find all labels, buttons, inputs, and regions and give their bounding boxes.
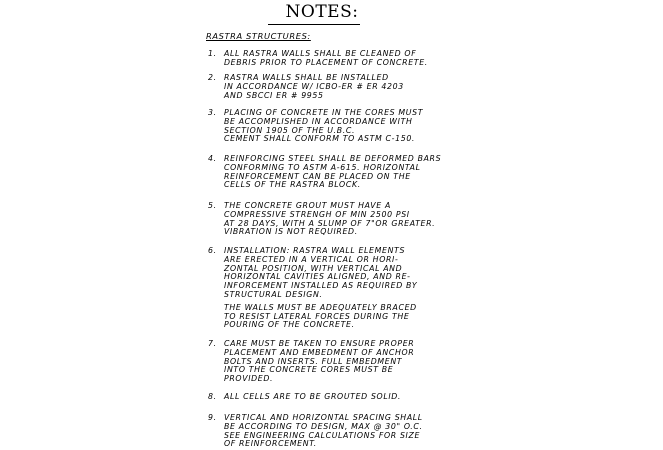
note-body (224, 340, 468, 384)
note-line: AT 28 DAYS, WITH A SLUMP OF 7"OR GREATER. (224, 218, 436, 228)
note-line: BE ACCOMPLISHED IN ACCORDANCE WITH (224, 116, 413, 126)
note-paragraph (224, 109, 468, 144)
note-line: DEBRIS PRIOR TO PLACEMENT OF CONCRETE. (224, 57, 428, 67)
note-line: INTO THE CONCRETE CORES MUST BE (224, 365, 394, 375)
note-line: SEE ENGINEERING CALCULATIONS FOR SIZE (224, 430, 421, 440)
note-number: 6. (208, 246, 217, 255)
note-line: OF REINFORCEMENT. (224, 439, 317, 449)
note-body (224, 414, 468, 449)
note-line: PLACING OF CONCRETE IN THE CORES MUST (224, 108, 424, 117)
note-paragraph (224, 304, 468, 330)
note-line: BOLTS AND INSERTS. FULL EMBEDMENT (224, 356, 403, 366)
note-item-8 (208, 393, 468, 402)
note-number: 4. (208, 154, 217, 163)
note-paragraph (224, 247, 468, 300)
note-line: RASTRA WALLS SHALL BE INSTALLED (224, 73, 389, 82)
note-item-7 (208, 340, 468, 384)
note-line: BE ACCORDING TO DESIGN, MAX @ 30" O.C. (224, 421, 423, 431)
note-line: CARE MUST BE TAKEN TO ENSURE PROPER (224, 339, 415, 348)
note-number: 8. (208, 392, 217, 401)
note-line: CONFORMING TO ASTM A-615. HORIZONTAL (224, 162, 421, 172)
note-line: CELLS OF THE RASTRA BLOCK. (224, 180, 361, 190)
note-number: 9. (208, 413, 217, 422)
note-body (224, 247, 468, 330)
note-item-3 (208, 109, 468, 144)
note-line: INSTALLATION: RASTRA WALL ELEMENTS (224, 246, 406, 255)
note-body (224, 50, 468, 68)
note-line: PLACEMENT AND EMBEDMENT OF ANCHOR (224, 347, 415, 357)
note-line: ZONTAL POSITION, WITH VERTICAL AND (224, 263, 403, 273)
note-body (224, 74, 468, 100)
note-number: 3. (208, 108, 217, 117)
note-line: ALL CELLS ARE TO BE GROUTED SOLID. (224, 392, 402, 401)
note-line: REINFORCING STEEL SHALL BE DEFORMED BARS (224, 154, 442, 163)
note-item-4 (208, 155, 468, 190)
note-line: POURING OF THE CONCRETE. (224, 320, 355, 330)
note-line: PROVIDED. (224, 374, 274, 384)
note-paragraph (224, 202, 468, 237)
note-line: AND SBCCI ER # 9955 (224, 90, 324, 100)
note-line: THE CONCRETE GROUT MUST HAVE A (224, 201, 391, 210)
note-line: TO RESIST LATERAL FORCES DURING THE (224, 311, 410, 321)
note-line: IN ACCORDANCE W/ ICBO-ER # ER 4203 (224, 81, 404, 91)
note-body (224, 155, 468, 190)
note-body (224, 202, 468, 237)
note-line: VERTICAL AND HORIZONTAL SPACING SHALL (224, 413, 423, 422)
note-number: 2. (208, 73, 217, 82)
note-body (224, 109, 468, 144)
note-item-5 (208, 202, 468, 237)
notes-title: NOTES: (285, 2, 359, 22)
note-paragraph (224, 74, 468, 100)
note-number: 1. (208, 49, 217, 58)
note-line: INFORCEMENT INSTALLED AS REQUIRED BY (224, 281, 418, 291)
note-body (224, 393, 468, 402)
note-line: HORIZONTAL CAVITIES ALIGNED, AND RE- (224, 272, 411, 282)
note-item-2 (208, 74, 468, 100)
note-item-6 (208, 247, 468, 330)
note-line: STRUCTURAL DESIGN. (224, 289, 323, 299)
note-line: SECTION 1905 OF THE U.B.C. (224, 125, 356, 135)
note-item-1 (208, 50, 468, 68)
note-paragraph (224, 393, 468, 402)
section-heading: RASTRA STRUCTURES: (206, 31, 311, 41)
note-item-9 (208, 414, 468, 449)
note-paragraph (224, 340, 468, 384)
note-line: ARE ERECTED IN A VERTICAL OR HORI- (224, 254, 399, 264)
note-line: THE WALLS MUST BE ADEQUATELY BRACED (224, 302, 417, 312)
note-paragraph (224, 414, 468, 449)
note-paragraph (224, 155, 468, 190)
note-number: 7. (208, 339, 217, 348)
note-line: REINFORCEMENT CAN BE PLACED ON THE (224, 171, 411, 181)
note-line: COMPRESSIVE STRENGH OF MIN 2500 PSI (224, 209, 410, 219)
title-underline (268, 24, 360, 25)
note-line: CEMENT SHALL CONFORM TO ASTM C-150. (224, 134, 416, 144)
note-number: 5. (208, 201, 217, 210)
note-line: VIBRATION IS NOT REQUIRED. (224, 227, 358, 237)
note-line: ALL RASTRA WALLS SHALL BE CLEANED OF (224, 49, 417, 58)
note-paragraph (224, 50, 468, 68)
